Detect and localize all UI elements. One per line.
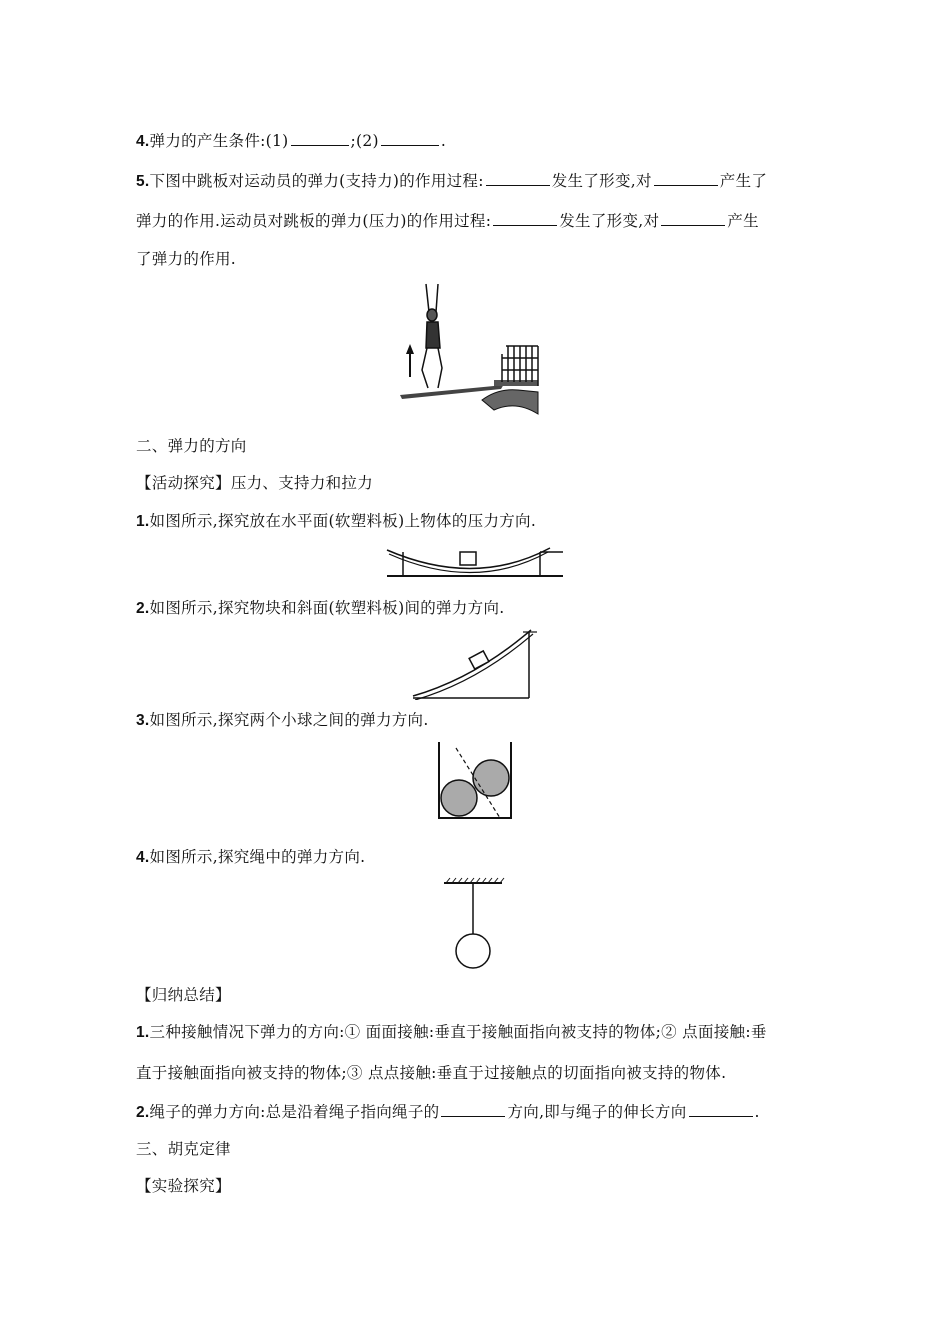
diver-figure xyxy=(422,284,442,388)
activity-header: 【活动探究】压力、支持力和拉力 xyxy=(136,474,374,492)
section-3-title: 三、胡克定律 xyxy=(136,1140,231,1158)
question-number: 5. xyxy=(136,173,150,190)
lower-ball xyxy=(441,780,477,816)
ball xyxy=(456,934,490,968)
answer-blank[interactable] xyxy=(381,130,439,146)
item-2: 2.如图所示,探究物块和斜面(软塑料板)间的弹力方向. xyxy=(136,599,505,617)
section-2-title: 二、弹力的方向 xyxy=(136,437,247,455)
question-5-line-3: 了弹力的作用. xyxy=(136,250,237,268)
answer-blank[interactable] xyxy=(654,170,718,186)
hanging-ball-figure xyxy=(440,876,510,972)
summary-para-1-line-1: 1.三种接触情况下弹力的方向:① 面面接触:垂直于接触面指向被支持的物体;② 点面接触:垂 xyxy=(136,1023,767,1041)
incline-figure xyxy=(405,628,545,700)
soft-plate-figure xyxy=(385,540,565,580)
experiment-header: 【实验探究】 xyxy=(136,1177,231,1195)
railing xyxy=(502,346,538,386)
answer-blank[interactable] xyxy=(493,210,557,226)
block xyxy=(469,651,489,669)
item-3: 3.如图所示,探究两个小球之间的弹力方向. xyxy=(136,711,429,729)
question-5-line-2: 弹力的作用.运动员对跳板的弹力(压力)的作用过程: 发生了形变,对 产生 xyxy=(136,212,759,230)
summary-para-1-line-2: 直于接触面指向被支持的物体;③ 点点接触:垂直于过接触点的切面指向被支持的物体. xyxy=(136,1064,727,1082)
summary-para-2: 2.绳子的弹力方向:总是沿着绳子指向绳子的 方向,即与绳子的伸长方向 . xyxy=(136,1103,760,1121)
upper-ball xyxy=(473,760,509,796)
answer-blank[interactable] xyxy=(486,170,550,186)
summary-header: 【归纳总结】 xyxy=(136,986,231,1004)
question-4: 4.弹力的产生条件:(1) ;(2) . xyxy=(136,132,447,150)
diving-board-figure xyxy=(398,282,548,422)
answer-blank[interactable] xyxy=(689,1101,753,1117)
answer-blank[interactable] xyxy=(291,130,349,146)
item-1: 1.如图所示,探究放在水平面(软塑料板)上物体的压力方向. xyxy=(136,512,537,530)
question-5-line-1: 5.下图中跳板对运动员的弹力(支持力)的作用过程: 发生了形变,对 产生了 xyxy=(136,172,768,190)
block xyxy=(460,552,476,565)
two-balls-figure xyxy=(436,740,516,822)
answer-blank[interactable] xyxy=(441,1101,505,1117)
answer-blank[interactable] xyxy=(661,210,725,226)
item-4: 4.如图所示,探究绳中的弹力方向. xyxy=(136,848,366,866)
question-number: 4. xyxy=(136,133,150,150)
